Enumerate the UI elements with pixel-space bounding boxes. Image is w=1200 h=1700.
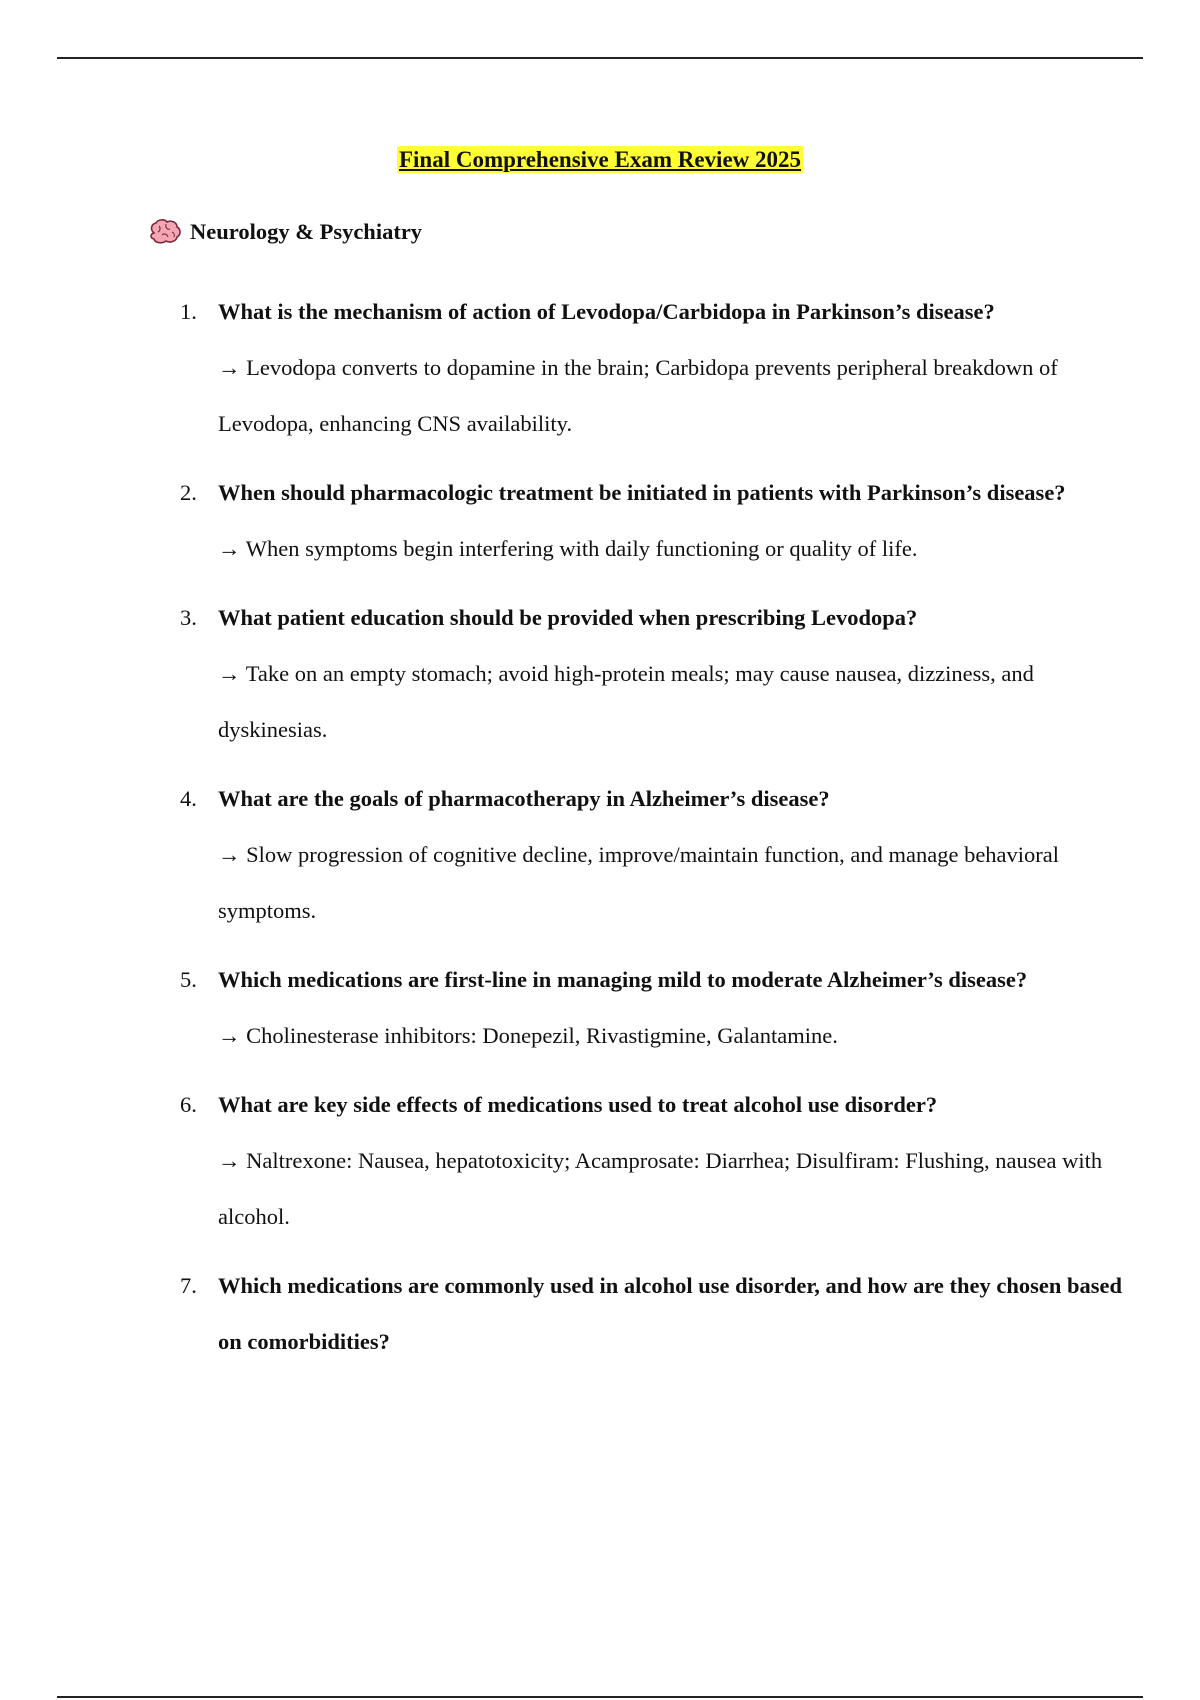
brain-icon: [148, 218, 182, 246]
section-heading-text: Neurology & Psychiatry: [190, 219, 423, 244]
list-item: [0, 284, 1200, 452]
answer-text: → Levodopa converts to dopamine in the brain; Carbidopa prevents peripheral breakdown of Levodopa, enhancing CNS availability.: [218, 355, 1058, 436]
question-text: What are key side effects of medications used to treat alcohol use disorder?: [218, 1092, 938, 1117]
list-item: [0, 1077, 1200, 1245]
list-item: [0, 1258, 1200, 1370]
answer-text: → Naltrexone: Nausea, hepatotoxicity; Acamprosate: Diarrhea; Disulfiram: Flushing, nausea with alcohol.: [218, 1148, 1103, 1229]
list-item: [0, 952, 1200, 1064]
section-heading: [148, 217, 422, 247]
answer-text: → Slow progression of cognitive decline, improve/maintain function, and manage behavioral symptoms.: [218, 842, 1060, 923]
question-number: 3.: [180, 605, 197, 630]
question-number: 1.: [180, 299, 197, 324]
list-item: [0, 771, 1200, 939]
title-container: [0, 146, 1200, 173]
answer-text: → Cholinesterase inhibitors: Donepezil, Rivastigmine, Galantamine.: [218, 1023, 838, 1048]
question-text: Which medications are commonly used in alcohol use disorder, and how are they chosen based on comorbidities?: [218, 1273, 1123, 1354]
question-text: What is the mechanism of action of Levodopa/Carbidopa in Parkinson’s disease?: [218, 299, 995, 324]
question-number: 6.: [180, 1092, 197, 1117]
answer-text: → When symptoms begin interfering with daily functioning or quality of life.: [218, 536, 918, 561]
question-number: 4.: [180, 786, 197, 811]
question-number: 5.: [180, 967, 197, 992]
question-text: What are the goals of pharmacotherapy in Alzheimer’s disease?: [218, 786, 830, 811]
question-text: Which medications are first-line in managing mild to moderate Alzheimer’s disease?: [218, 967, 1028, 992]
document-title: Final Comprehensive Exam Review 2025: [398, 147, 802, 172]
list-item: [0, 465, 1200, 577]
bottom-rule: [57, 1696, 1143, 1698]
top-rule: [57, 57, 1143, 59]
question-number: 7.: [180, 1273, 197, 1298]
question-text: When should pharmacologic treatment be initiated in patients with Parkinson’s disease?: [218, 480, 1066, 505]
answer-text: → Take on an empty stomach; avoid high-protein meals; may cause nausea, dizziness, and dyskinesias.: [218, 661, 1034, 742]
question-list: [0, 284, 1200, 1383]
list-item: [0, 590, 1200, 758]
question-text: What patient education should be provided when prescribing Levodopa?: [218, 605, 918, 630]
question-number: 2.: [180, 480, 197, 505]
